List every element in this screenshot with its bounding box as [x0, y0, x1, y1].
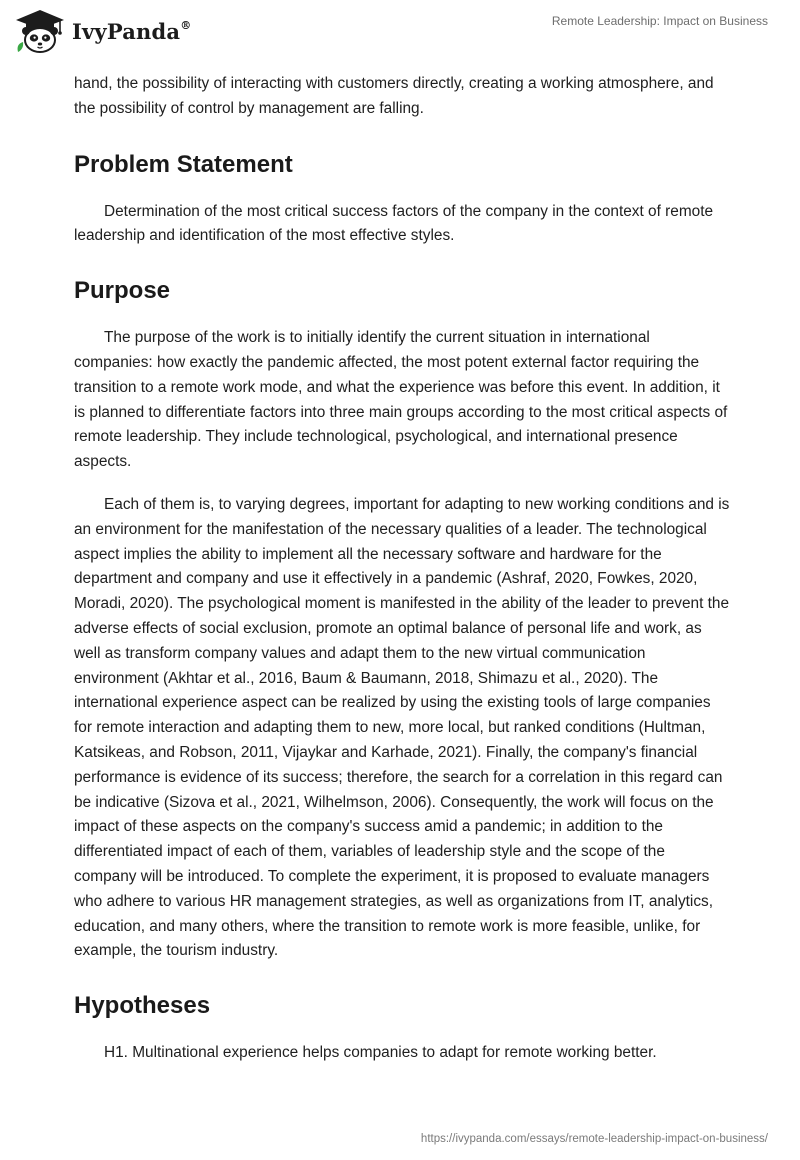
- logo-wordmark: IvyPanda®: [72, 18, 192, 44]
- problem-statement-heading: Problem Statement: [74, 150, 293, 178]
- purpose-heading: Purpose: [74, 277, 171, 305]
- ivypanda-logo[interactable]: [14, 8, 191, 54]
- panda-graduate-icon: [14, 8, 66, 54]
- purpose-paragraph-1: The purpose of the work is to initially identify the current situation in international companies: how exactly the pandemic affected, the most potent external factor requiring the transition to a remote work mode, and what the experience was before this event. In addition, it is planned to differentiate factors into three main groups according to the most critical aspects of remote leadership. They include technological, psychological, and international presence aspects.: [74, 329, 728, 471]
- purpose-paragraph-2: Each of them is, to varying degrees, important for adapting to new working conditions and is an environment for the manifestation of the necessary qualities of a leader. The technological aspect implies the ability to implement all the necessary software and hardware for the department and company and use it effectively in a pandemic (Ashraf, 2020, Fowkes, 2020, Moradi, 2020). The psychological moment is manifested in the ability of the leader to prevent the adverse effects of social exclusion, promote an optimal balance of personal life and work, as well as transform company values and adapt them to the new virtual communication environment (Akhtar et al., 2016, Baum & Baumann, 2018, Shimazu et al., 2020). The international experience aspect can be realized by using the existing tools of large companies for remote interaction and adapting them to new, more local, but ranked conditions (Hultman, Katsikeas, and Robson, 2011, Vijaykar and Karhade, 2021). Finally, the company's financial performance is evidence of its success; therefore, the search for a correlation in this regard can be indicative (Sizova et al., 2021, Wilhelmson, 2006). Consequently, the work will focus on the impact of these aspects on the company's success amid a pandemic; in addition to the differentiated impact of each of them, variables of leadership style and the scope of the company will be introduced. To complete the experiment, it is proposed to evaluate managers who adhere to various HR management strategies, as well as organizations from IT, analytics, education, and many others, where the transition to remote work is more feasible, unlike, for example, the tourism industry.: [74, 495, 730, 960]
- hypothesis-1: H1. Multinational experience helps companies to adapt for remote working better.: [104, 1044, 657, 1062]
- document-title: Remote Leadership: Impact on Business: [551, 14, 768, 28]
- source-url[interactable]: https://ivypanda.com/essays/remote-leadership-impact-on-business/: [420, 1133, 768, 1145]
- essay-content: [74, 72, 730, 1066]
- page-header: [0, 0, 800, 70]
- intro-continuation-paragraph: hand, the possibility of interacting with customers directly, creating a working atmosphere, and the possibility of control by management are falling.: [74, 75, 714, 117]
- problem-statement-paragraph: Determination of the most critical success factors of the company in the context of remote leadership and identification of the most effective styles.: [74, 202, 714, 245]
- hypotheses-heading: Hypotheses: [74, 992, 211, 1020]
